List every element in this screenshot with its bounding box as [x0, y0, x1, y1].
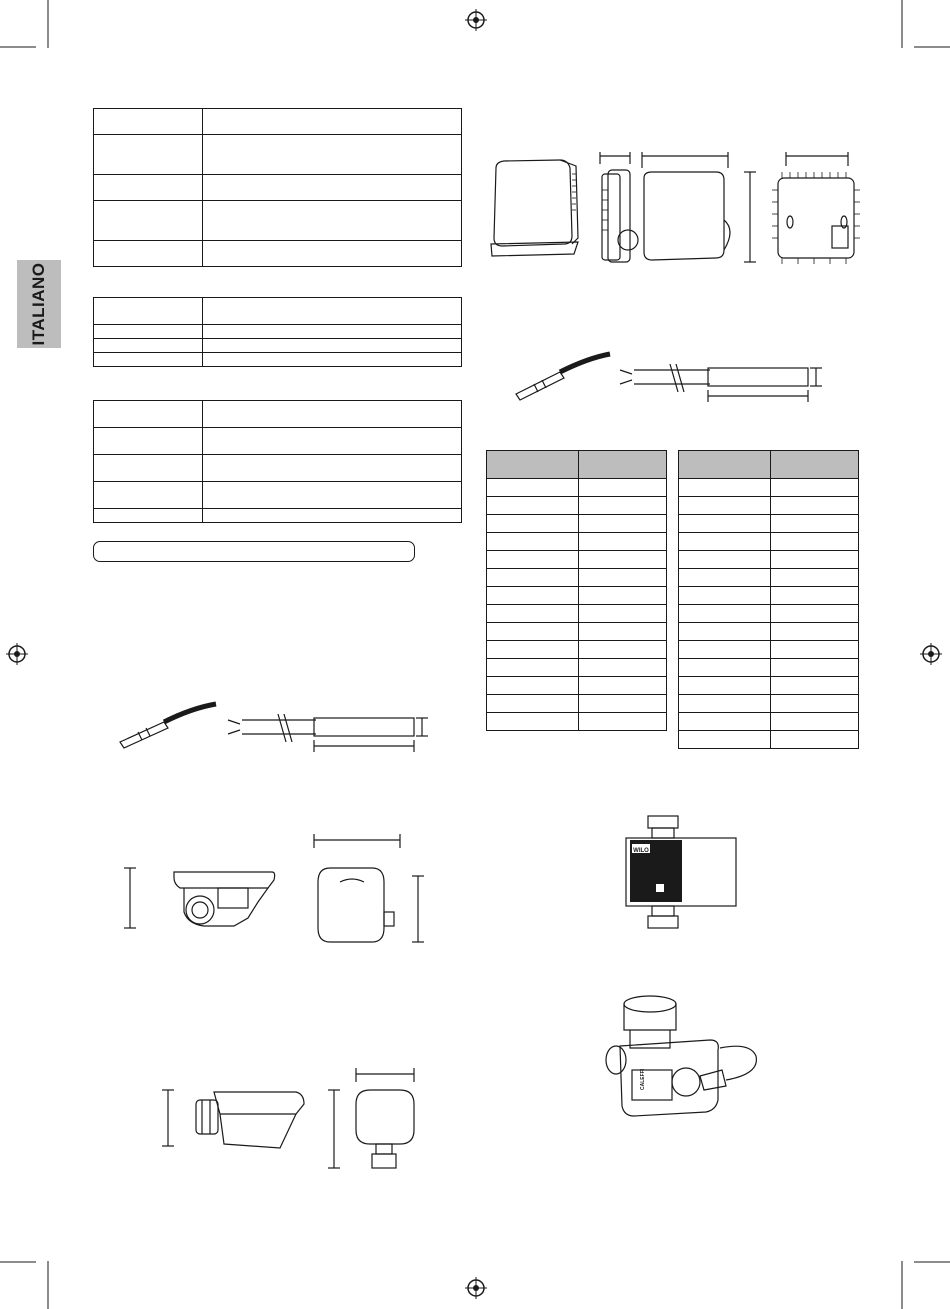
spec-table-3: [93, 400, 462, 523]
zone-valve-drawing: [600, 990, 770, 1140]
caleffi-logo: CALEFFI: [640, 1068, 646, 1090]
spec-table-2: [93, 297, 462, 367]
resistance-table-right: [678, 450, 859, 749]
registration-mark-bottom: [465, 1277, 487, 1299]
language-tab-label: ITALIANO: [29, 262, 48, 346]
registration-mark-left: [6, 643, 28, 665]
registration-mark-right: [920, 643, 942, 665]
clip-sensor-drawing: [118, 832, 438, 952]
registration-mark-top: [465, 9, 487, 31]
spec-table-1: [93, 108, 462, 267]
language-tab: [17, 260, 61, 348]
immersion-sensor-drawing: [150, 1064, 440, 1184]
note-box: [93, 541, 415, 562]
room-thermostat-drawings: [488, 150, 868, 270]
probe-sensor-drawing-right: [510, 350, 830, 410]
probe-sensor-drawing-left: [116, 700, 446, 760]
circulation-pump-drawing: [612, 812, 762, 932]
resistance-table-left: [486, 450, 667, 731]
wilo-logo: WILO: [633, 848, 649, 854]
